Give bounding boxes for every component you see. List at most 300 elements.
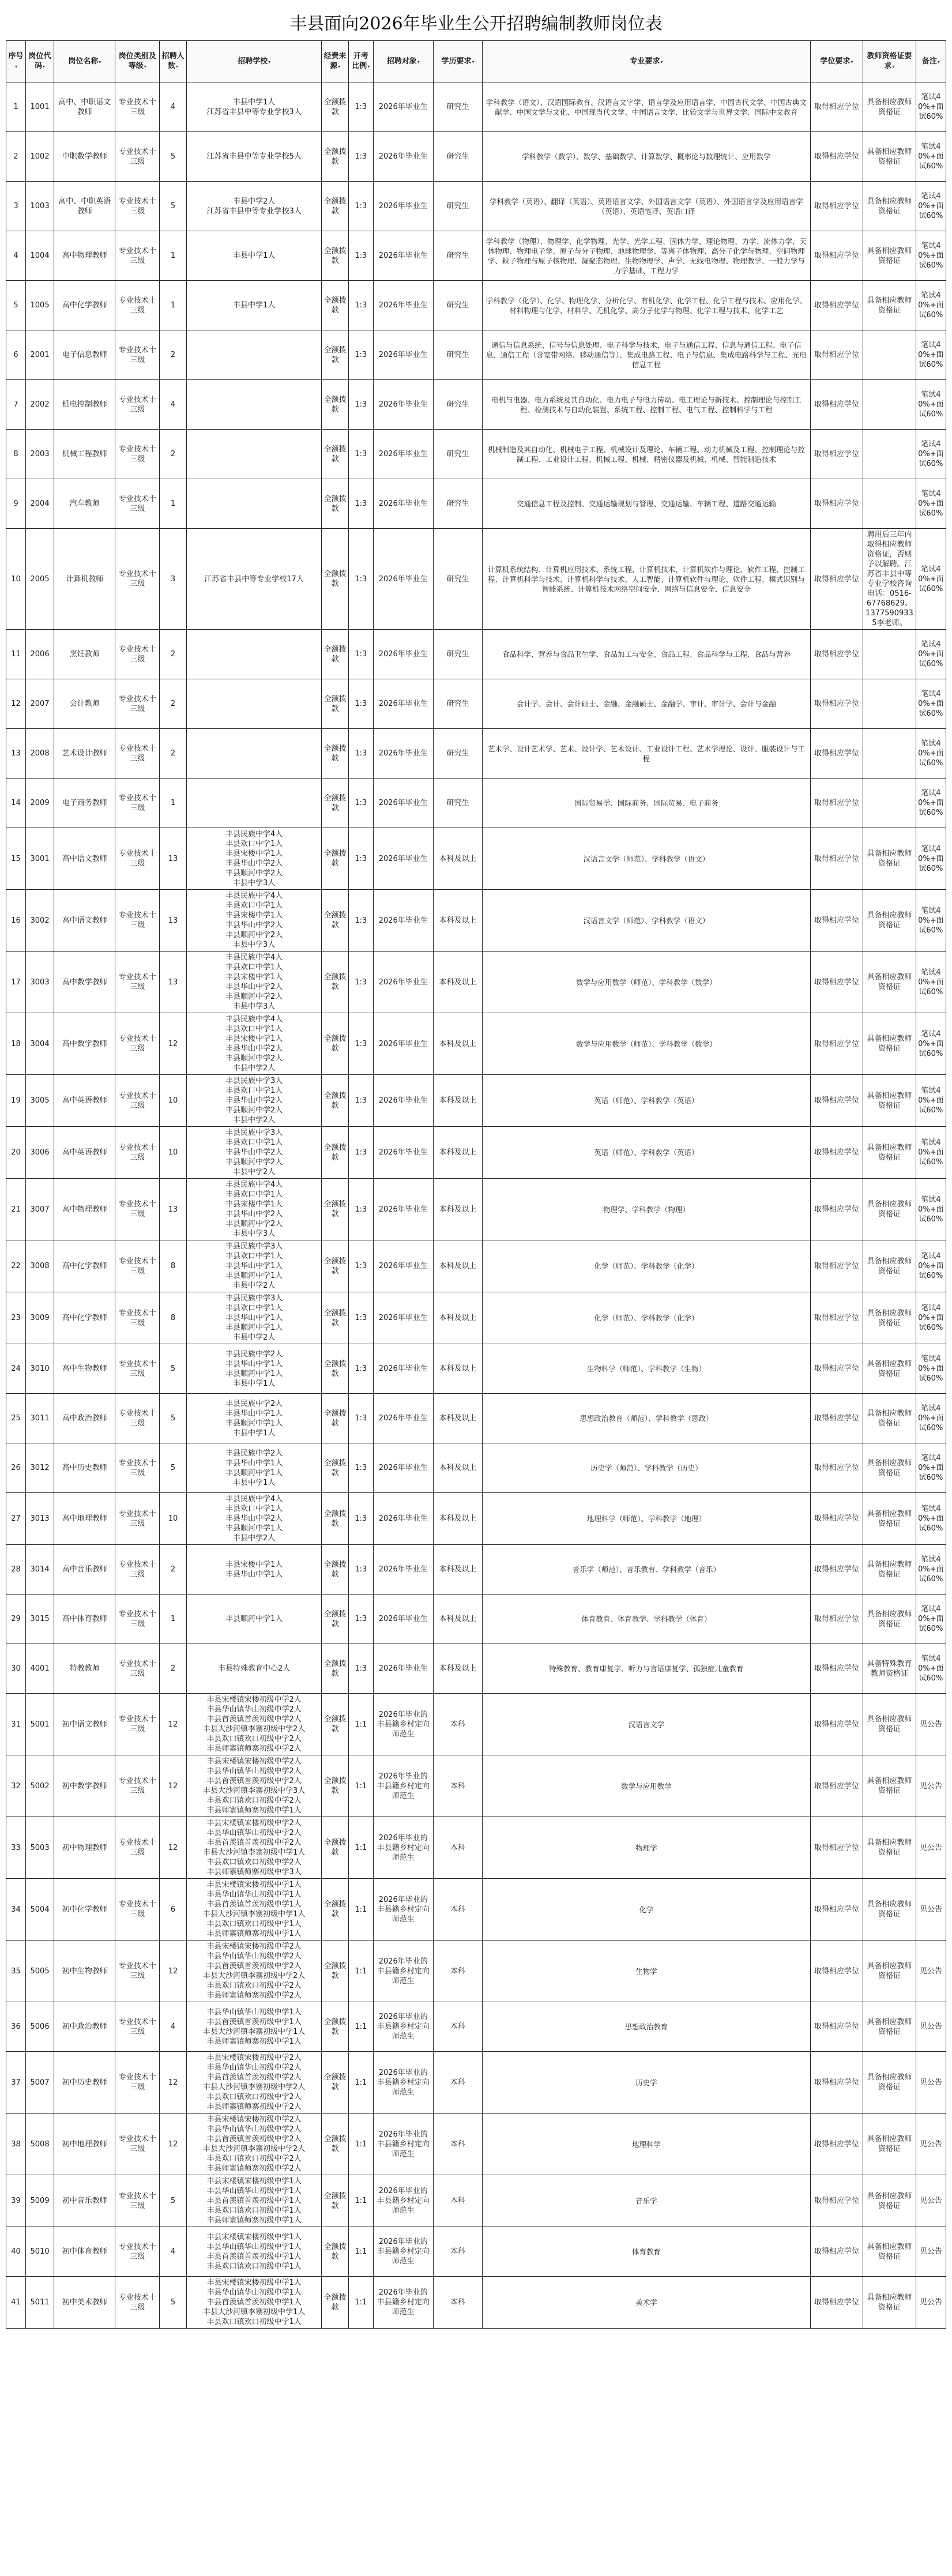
exam-ratio-cell: 1:3 <box>349 1179 374 1240</box>
position-category-cell: 专业技术十三级 <box>115 231 160 281</box>
recruitment-target-cell: 2026年毕业生 <box>373 529 433 630</box>
degree-requirement-cell: 取得相应学位 <box>810 1127 863 1179</box>
recruitment-target-cell: 2026年毕业生 <box>373 1394 433 1443</box>
hiring-count-cell: 5 <box>160 1344 187 1394</box>
major-requirement-cell: 学科教学（数学）、数学、基础数学、计算数学、概率论与数理统计、应用数学 <box>483 132 811 182</box>
filter-dropdown-icon[interactable]: ▾ <box>937 59 940 65</box>
position-category-cell: 专业技术十三级 <box>115 1755 160 1817</box>
filter-dropdown-icon[interactable]: ▾ <box>851 59 853 65</box>
hiring-school-cell: 丰县顺河中学1人 <box>186 1595 321 1644</box>
position-code-cell: 5009 <box>26 2175 54 2227</box>
teacher-certificate-cell: 具备相应教师资格证 <box>863 1240 916 1292</box>
degree-requirement-cell: 取得相应学位 <box>810 231 863 281</box>
teacher-certificate-cell: 具备相应教师资格证 <box>863 1694 916 1755</box>
position-code-cell: 5002 <box>26 1755 54 1817</box>
table-row <box>6 779 946 828</box>
education-requirement-cell: 本科 <box>433 1879 482 1941</box>
degree-requirement-cell: 取得相应学位 <box>810 1179 863 1240</box>
hiring-count-cell: 12 <box>160 1694 187 1755</box>
hiring-count-cell: 1 <box>160 1595 187 1644</box>
position-code-cell: 3008 <box>26 1240 54 1292</box>
education-requirement-cell: 研究生 <box>433 630 482 679</box>
position-code-cell: 5006 <box>26 2002 54 2052</box>
recruitment-target-cell: 2026年毕业生 <box>373 1240 433 1292</box>
position-name-cell: 电子商务教师 <box>54 779 115 828</box>
funding-source-cell: 全额拨款 <box>322 779 349 828</box>
position-code-cell: 5005 <box>26 1941 54 2002</box>
filter-dropdown-icon[interactable]: ▾ <box>144 64 146 69</box>
recruitment-target-cell: 2026年毕业生 <box>373 1595 433 1644</box>
degree-requirement-cell: 取得相应学位 <box>810 182 863 231</box>
serial-number-cell: 41 <box>6 2277 26 2329</box>
education-requirement-cell: 研究生 <box>433 132 482 182</box>
major-requirement-cell: 数学与应用数学（师范）、学科教学（数学） <box>483 1013 811 1075</box>
remarks-cell: 笔试40%+面试60% <box>916 1644 946 1694</box>
table-row <box>6 890 946 952</box>
funding-source-cell: 全额拨款 <box>322 1292 349 1344</box>
position-code-cell: 3002 <box>26 890 54 952</box>
recruitment-target-cell: 2026年毕业生 <box>373 1075 433 1127</box>
position-name-cell: 高中语文教师 <box>54 890 115 952</box>
hiring-count-cell: 6 <box>160 1879 187 1941</box>
serial-number-cell: 40 <box>6 2227 26 2277</box>
recruitment-target-cell: 2026年毕业生 <box>373 1443 433 1493</box>
position-category-cell: 专业技术十三级 <box>115 828 160 890</box>
education-requirement-cell: 本科及以上 <box>433 890 482 952</box>
recruitment-target-cell: 2026年毕业生 <box>373 952 433 1013</box>
teacher-certificate-cell: 具备相应教师资格证 <box>863 2114 916 2175</box>
table-row <box>6 952 946 1013</box>
remarks-cell: 笔试40%+面试60% <box>916 231 946 281</box>
hiring-count-cell: 10 <box>160 1127 187 1179</box>
position-category-cell: 专业技术十三级 <box>115 182 160 231</box>
position-code-cell: 5004 <box>26 1879 54 1941</box>
filter-dropdown-icon[interactable]: ▾ <box>99 59 101 65</box>
hiring-count-cell: 2 <box>160 430 187 479</box>
position-category-cell: 专业技术十三级 <box>115 380 160 430</box>
table-row <box>6 132 946 182</box>
major-requirement-cell: 电机与电器、电力系统及其自动化、电力电子与电力传动、电工理论与新技术、控制理论与控制工程、检测技术与自动化装置、系统工程、控制工程、电气工程、控制科学与工程 <box>483 380 811 430</box>
table-row <box>6 430 946 479</box>
hiring-count-cell: 5 <box>160 1394 187 1443</box>
serial-number-cell: 18 <box>6 1013 26 1075</box>
education-requirement-cell: 研究生 <box>433 281 482 330</box>
serial-number-cell: 9 <box>6 479 26 529</box>
teacher-certificate-cell: 具备相应教师资格证 <box>863 1493 916 1545</box>
hiring-school-cell: 丰县宋楼镇宋楼初级中学2人 丰县华山镇华山初级中学2人 丰县首羡镇首羡初级中学2人 丰县大沙河镇李寨初级中学2人 丰县欢口镇欢口初级中学2人 丰县师寨镇师寨初级中学2人 <box>186 2114 321 2175</box>
exam-ratio-cell: 1:1 <box>349 1755 374 1817</box>
major-requirement-cell: 汉语言文学 <box>483 1694 811 1755</box>
exam-ratio-cell: 1:1 <box>349 2227 374 2277</box>
position-name-cell: 高中、中职语文教师 <box>54 82 115 132</box>
position-code-cell: 4001 <box>26 1644 54 1694</box>
major-requirement-cell: 汉语言文学（师范）、学科教学（语文） <box>483 828 811 890</box>
recruitment-target-cell: 2026年毕业生 <box>373 182 433 231</box>
position-code-cell: 2007 <box>26 679 54 729</box>
degree-requirement-cell: 取得相应学位 <box>810 2277 863 2329</box>
position-code-cell: 3012 <box>26 1443 54 1493</box>
hiring-school-cell: 丰县宋楼镇宋楼初级中学1人 丰县华山镇华山初级中学1人 丰县首羡镇首羡初级中学1人 丰县大沙河镇李寨初级中学1人 丰县欢口镇欢口初级中学1人 丰县师寨镇师寨初级中学1人 <box>186 1879 321 1941</box>
column-header[interactable] <box>186 41 321 82</box>
position-code-cell: 3009 <box>26 1292 54 1344</box>
education-requirement-cell: 本科 <box>433 2114 482 2175</box>
degree-requirement-cell: 取得相应学位 <box>810 779 863 828</box>
hiring-school-cell: 江苏省丰县中等专业学校5人 <box>186 132 321 182</box>
recruitment-target-cell: 2026年毕业的丰县籍乡村定向师范生 <box>373 2002 433 2052</box>
table-row <box>6 1292 946 1344</box>
remarks-cell: 笔试40%+面试60% <box>916 1595 946 1644</box>
column-header[interactable] <box>810 41 863 82</box>
education-requirement-cell: 研究生 <box>433 231 482 281</box>
position-category-cell: 专业技术十三级 <box>115 1292 160 1344</box>
position-category-cell: 专业技术十三级 <box>115 330 160 380</box>
position-code-cell: 3003 <box>26 952 54 1013</box>
hiring-school-cell: 丰县中学1人 江苏省丰县中等专业学校3人 <box>186 82 321 132</box>
funding-source-cell: 全额拨款 <box>322 2277 349 2329</box>
exam-ratio-cell: 1:3 <box>349 281 374 330</box>
position-category-cell: 专业技术十三级 <box>115 952 160 1013</box>
recruitment-target-cell: 2026年毕业生 <box>373 679 433 729</box>
hiring-count-cell: 12 <box>160 1013 187 1075</box>
degree-requirement-cell: 取得相应学位 <box>810 2227 863 2277</box>
filter-dropdown-icon[interactable]: ▾ <box>417 59 420 65</box>
position-category-cell: 专业技术十三级 <box>115 779 160 828</box>
serial-number-cell: 21 <box>6 1179 26 1240</box>
degree-requirement-cell: 取得相应学位 <box>810 1075 863 1127</box>
major-requirement-cell: 通信与信息系统、信号与信息处理、电子科学与技术、电子与通信工程、信息与通信工程、电子信息、通信工程（含宽带网络、移动通信等）、集成电路工程、电子与信息、集成电路科学与工程、光电信息工程 <box>483 330 811 380</box>
table-row <box>6 1240 946 1292</box>
degree-requirement-cell: 取得相应学位 <box>810 1644 863 1694</box>
serial-number-cell: 29 <box>6 1595 26 1644</box>
major-requirement-cell: 交通信息工程及控制、交通运输规划与管理、交通运输、车辆工程、道路交通运输 <box>483 479 811 529</box>
education-requirement-cell: 本科 <box>433 2052 482 2114</box>
degree-requirement-cell: 取得相应学位 <box>810 529 863 630</box>
column-header[interactable] <box>54 41 115 82</box>
filter-dropdown-icon[interactable]: ▾ <box>338 64 341 69</box>
hiring-count-cell: 4 <box>160 2002 187 2052</box>
degree-requirement-cell: 取得相应学位 <box>810 132 863 182</box>
position-code-cell: 2006 <box>26 630 54 679</box>
filter-dropdown-icon[interactable]: ▾ <box>472 59 475 65</box>
hiring-count-cell: 10 <box>160 1075 187 1127</box>
funding-source-cell: 全额拨款 <box>322 630 349 679</box>
hiring-school-cell: 丰县民族中学4人 丰县欢口中学1人 丰县宋楼中学1人 丰县华山中学2人 丰县顺河中学2人 丰县中学3人 <box>186 1179 321 1240</box>
column-header[interactable] <box>863 41 916 82</box>
recruitment-target-cell: 2026年毕业生 <box>373 132 433 182</box>
hiring-count-cell: 1 <box>160 479 187 529</box>
funding-source-cell: 全额拨款 <box>322 1493 349 1545</box>
funding-source-cell: 全额拨款 <box>322 1694 349 1755</box>
teacher-certificate-cell: 具备相应教师资格证 <box>863 1755 916 1817</box>
filter-dropdown-icon[interactable]: ▾ <box>367 64 370 69</box>
position-category-cell: 专业技术十三级 <box>115 1443 160 1493</box>
table-row <box>6 1817 946 1879</box>
position-category-cell: 专业技术十三级 <box>115 82 160 132</box>
teacher-certificate-cell <box>863 330 916 380</box>
funding-source-cell: 全额拨款 <box>322 1394 349 1443</box>
column-header[interactable] <box>6 41 26 82</box>
exam-ratio-cell: 1:3 <box>349 1443 374 1493</box>
position-category-cell: 专业技术十三级 <box>115 1644 160 1694</box>
position-category-cell: 专业技术十三级 <box>115 2277 160 2329</box>
position-code-cell: 2004 <box>26 479 54 529</box>
position-code-cell: 2002 <box>26 380 54 430</box>
teacher-certificate-cell: 具备相应教师资格证 <box>863 1075 916 1127</box>
position-code-cell: 2009 <box>26 779 54 828</box>
serial-number-cell: 27 <box>6 1493 26 1545</box>
position-category-cell: 专业技术十三级 <box>115 1595 160 1644</box>
hiring-count-cell: 5 <box>160 132 187 182</box>
table-row <box>6 380 946 430</box>
recruitment-target-cell: 2026年毕业的丰县籍乡村定向师范生 <box>373 2227 433 2277</box>
hiring-school-cell <box>186 679 321 729</box>
degree-requirement-cell: 取得相应学位 <box>810 1394 863 1443</box>
position-code-cell: 2001 <box>26 330 54 380</box>
column-header[interactable] <box>433 41 482 82</box>
serial-number-cell: 36 <box>6 2002 26 2052</box>
exam-ratio-cell: 1:3 <box>349 952 374 1013</box>
column-header[interactable] <box>160 41 187 82</box>
serial-number-cell: 25 <box>6 1394 26 1443</box>
position-name-cell: 特教教师 <box>54 1644 115 1694</box>
hiring-count-cell: 1 <box>160 281 187 330</box>
remarks-cell: 笔试40%+面试60% <box>916 479 946 529</box>
filter-dropdown-icon[interactable]: ▾ <box>268 59 271 65</box>
funding-source-cell: 全额拨款 <box>322 1817 349 1879</box>
position-name-cell: 高中语文教师 <box>54 828 115 890</box>
hiring-school-cell: 丰县宋楼镇宋楼初级中学2人 丰县华山镇华山初级中学2人 丰县首羡镇首羡初级中学2人 丰县大沙河镇李寨初级中学2人 丰县欢口镇欢口初级中学2人 丰县师寨镇师寨初级中学2人 <box>186 1941 321 2002</box>
remarks-cell: 笔试40%+面试60% <box>916 1075 946 1127</box>
major-requirement-cell: 英语（师范）、学科教学（英语） <box>483 1127 811 1179</box>
funding-source-cell: 全额拨款 <box>322 2175 349 2227</box>
education-requirement-cell: 本科及以上 <box>433 1240 482 1292</box>
column-header[interactable] <box>115 41 160 82</box>
exam-ratio-cell: 1:3 <box>349 1075 374 1127</box>
degree-requirement-cell: 取得相应学位 <box>810 1694 863 1755</box>
position-category-cell: 专业技术十三级 <box>115 1694 160 1755</box>
position-code-cell: 3013 <box>26 1493 54 1545</box>
remarks-cell: 笔试40%+面试60% <box>916 1493 946 1545</box>
table-row <box>6 679 946 729</box>
position-category-cell: 专业技术十三级 <box>115 1817 160 1879</box>
position-category-cell: 专业技术十三级 <box>115 890 160 952</box>
table-row <box>6 1879 946 1941</box>
funding-source-cell: 全额拨款 <box>322 1941 349 2002</box>
position-name-cell: 初中体育教师 <box>54 2227 115 2277</box>
position-category-cell: 专业技术十三级 <box>115 132 160 182</box>
degree-requirement-cell: 取得相应学位 <box>810 679 863 729</box>
table-header <box>6 41 946 82</box>
hiring-school-cell: 江苏省丰县中等专业学校17人 <box>186 529 321 630</box>
position-code-cell: 5003 <box>26 1817 54 1879</box>
table-row <box>6 82 946 132</box>
teacher-certificate-cell: 具备相应教师资格证 <box>863 1817 916 1879</box>
serial-number-cell: 19 <box>6 1075 26 1127</box>
degree-requirement-cell: 取得相应学位 <box>810 1879 863 1941</box>
recruitment-target-cell: 2026年毕业生 <box>373 729 433 779</box>
remarks-cell: 笔试40%+面试60% <box>916 1127 946 1179</box>
hiring-school-cell: 丰县民族中学3人 丰县欢口中学1人 丰县华山中学1人 丰县顺河中学1人 丰县中学2人 <box>186 1240 321 1292</box>
major-requirement-cell: 化学（师范）、学科教学（化学） <box>483 1292 811 1344</box>
hiring-school-cell: 丰县特殊教育中心2人 <box>186 1644 321 1694</box>
exam-ratio-cell: 1:3 <box>349 1595 374 1644</box>
remarks-cell: 笔试40%+面试60% <box>916 630 946 679</box>
exam-ratio-cell: 1:3 <box>349 1013 374 1075</box>
position-name-cell: 计算机教师 <box>54 529 115 630</box>
funding-source-cell: 全额拨款 <box>322 952 349 1013</box>
position-name-cell: 初中数学教师 <box>54 1755 115 1817</box>
major-requirement-cell: 计算机系统结构、计算机应用技术、系统工程、计算机技术、计算机软件与理论、软件工程、控制工程、计算机科学与技术、计算机科学与技术、人工智能、计算机软件与理论、软件工程、模式识别与智能系统、计算机技术网络空间安全、网络与信息安全、信息安全 <box>483 529 811 630</box>
recruitment-target-cell: 2026年毕业生 <box>373 1292 433 1344</box>
remarks-cell: 笔试40%+面试60% <box>916 679 946 729</box>
table-row <box>6 2002 946 2052</box>
column-header-label: 专业要求 <box>630 57 660 66</box>
column-header-label: 序号 <box>8 52 24 61</box>
teacher-certificate-cell: 具备相应教师资格证 <box>863 1879 916 1941</box>
column-header[interactable] <box>483 41 811 82</box>
positions-table <box>6 40 946 2329</box>
remarks-cell: 笔试40%+面试60% <box>916 779 946 828</box>
degree-requirement-cell: 取得相应学位 <box>810 828 863 890</box>
serial-number-cell: 23 <box>6 1292 26 1344</box>
teacher-certificate-cell: 具备相应教师资格证 <box>863 1443 916 1493</box>
serial-number-cell: 15 <box>6 828 26 890</box>
table-row <box>6 1075 946 1127</box>
teacher-certificate-cell: 具备相应教师资格证 <box>863 2052 916 2114</box>
remarks-cell: 笔试40%+面试60% <box>916 182 946 231</box>
teacher-certificate-cell: 具备相应教师资格证 <box>863 182 916 231</box>
teacher-certificate-cell: 具备相应教师资格证 <box>863 2277 916 2329</box>
position-name-cell: 高中历史教师 <box>54 1443 115 1493</box>
hiring-school-cell: 丰县华山镇华山初级中学1人 丰县首羡镇首羡初级中学1人 丰县大沙河镇李寨初级中学1人 丰县师寨镇师寨初级中学1人 <box>186 2002 321 2052</box>
teacher-certificate-cell: 具备相应教师资格证 <box>863 1292 916 1344</box>
degree-requirement-cell: 取得相应学位 <box>810 1941 863 2002</box>
position-code-cell: 3004 <box>26 1013 54 1075</box>
teacher-certificate-cell <box>863 779 916 828</box>
filter-dropdown-icon[interactable]: ▾ <box>660 59 663 65</box>
filter-dropdown-icon[interactable]: ▾ <box>15 64 18 69</box>
serial-number-cell: 16 <box>6 890 26 952</box>
exam-ratio-cell: 1:3 <box>349 182 374 231</box>
funding-source-cell: 全额拨款 <box>322 1443 349 1493</box>
funding-source-cell: 全额拨款 <box>322 1545 349 1595</box>
teacher-certificate-cell: 聘用后三年内取得相应教师资格证，否则予以解聘。江苏省丰县中等专业学校咨询电话：0516-67768629、13775909335李老师。 <box>863 529 916 630</box>
column-header[interactable] <box>26 41 54 82</box>
major-requirement-cell: 会计学、会计、会计硕士、金融、金融硕士、金融学、审计、审计学、会计与金融 <box>483 679 811 729</box>
hiring-school-cell: 丰县民族中学4人 丰县欢口中学1人 丰县宋楼中学1人 丰县华山中学2人 丰县顺河中学2人 丰县中学3人 <box>186 952 321 1013</box>
recruitment-target-cell: 2026年毕业生 <box>373 828 433 890</box>
major-requirement-cell: 思想政治教育 <box>483 2002 811 2052</box>
position-code-cell: 5010 <box>26 2227 54 2277</box>
remarks-cell: 见公告 <box>916 2175 946 2227</box>
position-category-cell: 专业技术十三级 <box>115 1127 160 1179</box>
column-header[interactable] <box>916 41 946 82</box>
column-header[interactable] <box>349 41 374 82</box>
recruitment-target-cell: 2026年毕业的丰县籍乡村定向师范生 <box>373 1694 433 1755</box>
filter-dropdown-icon[interactable]: ▾ <box>176 64 179 69</box>
recruitment-target-cell: 2026年毕业生 <box>373 630 433 679</box>
exam-ratio-cell: 1:3 <box>349 330 374 380</box>
teacher-certificate-cell: 具备相应教师资格证 <box>863 1013 916 1075</box>
remarks-cell: 笔试40%+面试60% <box>916 1443 946 1493</box>
recruitment-target-cell: 2026年毕业生 <box>373 380 433 430</box>
education-requirement-cell: 本科及以上 <box>433 828 482 890</box>
hiring-count-cell: 12 <box>160 1941 187 2002</box>
exam-ratio-cell: 1:3 <box>349 231 374 281</box>
education-requirement-cell: 本科及以上 <box>433 1292 482 1344</box>
major-requirement-cell: 化学（师范）、学科教学（化学） <box>483 1240 811 1292</box>
teacher-certificate-cell: 具备相应教师资格证 <box>863 952 916 1013</box>
exam-ratio-cell: 1:3 <box>349 1127 374 1179</box>
funding-source-cell: 全额拨款 <box>322 132 349 182</box>
recruitment-target-cell: 2026年毕业生 <box>373 330 433 380</box>
degree-requirement-cell: 取得相应学位 <box>810 2052 863 2114</box>
hiring-count-cell: 13 <box>160 828 187 890</box>
serial-number-cell: 39 <box>6 2175 26 2227</box>
education-requirement-cell: 本科及以上 <box>433 1344 482 1394</box>
column-header-label: 招聘学校 <box>238 57 268 66</box>
position-name-cell: 初中物理教师 <box>54 1817 115 1879</box>
column-header-label: 招聘人数 <box>161 52 185 70</box>
teacher-certificate-cell: 具备相应教师资格证 <box>863 2002 916 2052</box>
education-requirement-cell: 研究生 <box>433 430 482 479</box>
exam-ratio-cell: 1:3 <box>349 1545 374 1595</box>
filter-dropdown-icon[interactable]: ▾ <box>892 64 895 69</box>
hiring-count-cell: 5 <box>160 182 187 231</box>
position-category-cell: 专业技术十三级 <box>115 1545 160 1595</box>
funding-source-cell: 全额拨款 <box>322 1879 349 1941</box>
table-row <box>6 1443 946 1493</box>
position-category-cell: 专业技术十三级 <box>115 1344 160 1394</box>
major-requirement-cell: 化学 <box>483 1879 811 1941</box>
funding-source-cell: 全额拨款 <box>322 529 349 630</box>
position-name-cell: 会计教师 <box>54 679 115 729</box>
degree-requirement-cell: 取得相应学位 <box>810 2114 863 2175</box>
funding-source-cell: 全额拨款 <box>322 1013 349 1075</box>
recruitment-target-cell: 2026年毕业生 <box>373 1493 433 1545</box>
hiring-count-cell: 12 <box>160 1755 187 1817</box>
table-row <box>6 1344 946 1394</box>
position-name-cell: 高中数学教师 <box>54 1013 115 1075</box>
major-requirement-cell: 机械制造及其自动化、机械电子工程、机械设计及理论、车辆工程、动力机械及工程、控制理论与控制工程、工业设计工程、机械工程、机械、精密仪器及机械、机械、智能制造技术 <box>483 430 811 479</box>
table-row <box>6 2114 946 2175</box>
column-header[interactable] <box>373 41 433 82</box>
filter-dropdown-icon[interactable]: ▾ <box>43 64 46 69</box>
position-code-cell: 3005 <box>26 1075 54 1127</box>
position-name-cell: 高中化学教师 <box>54 281 115 330</box>
exam-ratio-cell: 1:3 <box>349 828 374 890</box>
column-header[interactable] <box>322 41 349 82</box>
hiring-school-cell <box>186 479 321 529</box>
hiring-school-cell: 丰县民族中学4人 丰县欢口中学1人 丰县宋楼中学1人 丰县华山中学2人 丰县顺河中学2人 丰县中学3人 <box>186 828 321 890</box>
position-code-cell: 3011 <box>26 1394 54 1443</box>
serial-number-cell: 26 <box>6 1443 26 1493</box>
education-requirement-cell: 研究生 <box>433 82 482 132</box>
hiring-school-cell: 丰县宋楼镇宋楼初级中学1人 丰县华山镇华山初级中学1人 丰县首羡镇首羡初级中学1人 丰县大沙河镇李寨初级中学1人 丰县欢口镇欢口初级中学1人 <box>186 2277 321 2329</box>
teacher-certificate-cell: 具备相应教师资格证 <box>863 1127 916 1179</box>
major-requirement-cell: 汉语言文学（师范）、学科教学（语文） <box>483 890 811 952</box>
column-header-label: 招聘对象 <box>386 57 417 66</box>
table-row <box>6 1941 946 2002</box>
remarks-cell: 笔试40%+面试60% <box>916 890 946 952</box>
table-row <box>6 1493 946 1545</box>
degree-requirement-cell: 取得相应学位 <box>810 479 863 529</box>
major-requirement-cell: 思想政治教育（师范）、学科教学（思政） <box>483 1394 811 1443</box>
education-requirement-cell: 研究生 <box>433 679 482 729</box>
exam-ratio-cell: 1:3 <box>349 890 374 952</box>
position-code-cell: 1001 <box>26 82 54 132</box>
education-requirement-cell: 本科 <box>433 1817 482 1879</box>
